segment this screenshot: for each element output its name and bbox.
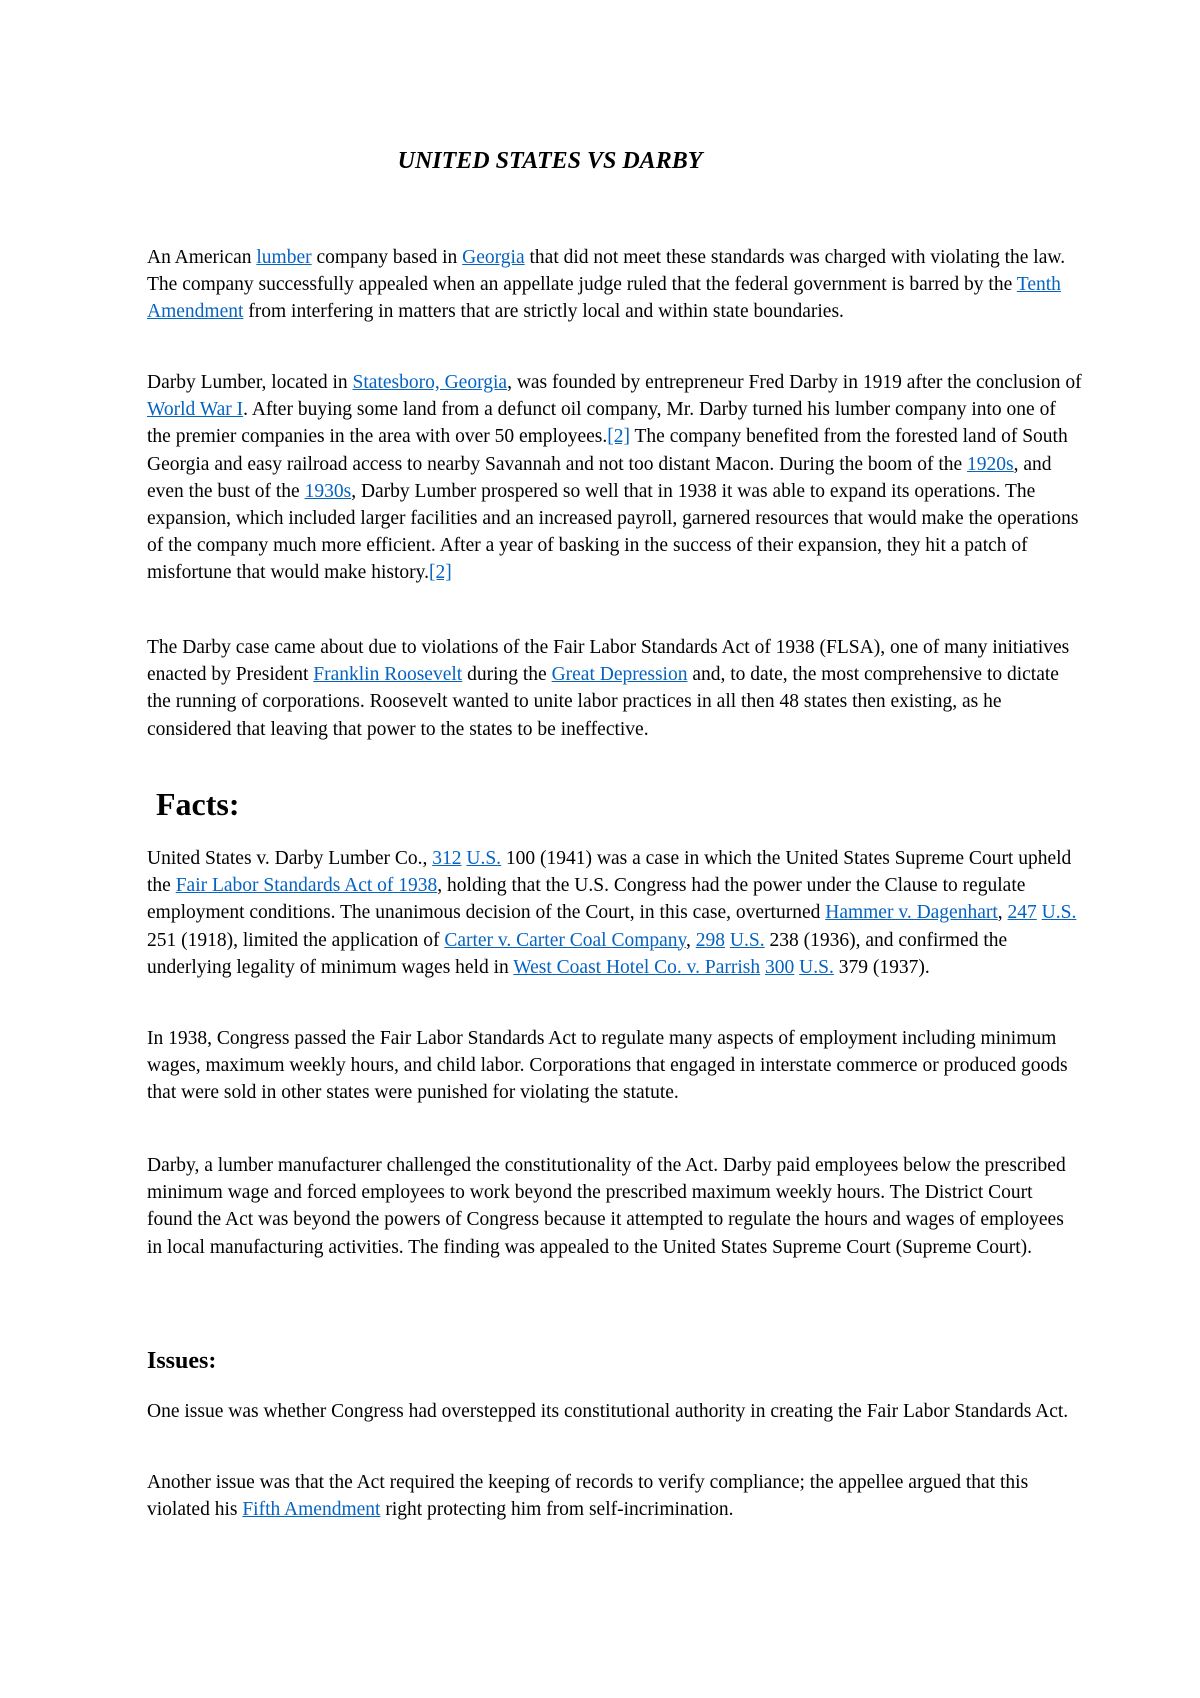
- link-us-reports[interactable]: U.S.: [466, 848, 502, 869]
- link-fair-labor-standards-act[interactable]: Fair Labor Standards Act of 1938: [175, 875, 438, 897]
- paragraph-flsa-background: The Darby case came about due to violations of the Fair Labor Standards Act of 1938 (FLSA), one of many initiatives enacted by President Franklin Roosevelt during the Great Depression and, to date, the most comprehensive to dictate the running of corporations. Roosevelt wanted to unite labor practices in all then 48 states then existing, as he considered that leaving that power to the states to be ineffective.: [147, 637, 1070, 740]
- link-tenth-amendment[interactable]: Tenth Amendment: [147, 274, 1061, 323]
- paragraph-facts-darby-challenge: Darby, a lumber manufacturer challenged the constitutionality of the Act. Darby paid employees below the prescribed minimum wage and forced employees to work beyond the prescribed maximum weekly hours. The District Court found the Act was beyond the powers of Congress because it attempted to regulate the hours and wages of employees in local manufacturing activities. The finding was appealed to the United States Supreme Court (Supreme Court).: [147, 1155, 1066, 1258]
- link-us-reports[interactable]: U.S.: [1041, 902, 1077, 924]
- link-1930s[interactable]: 1930s: [304, 480, 352, 502]
- link-hammer-v-dagenhart[interactable]: Hammer v. Dagenhart: [825, 902, 998, 924]
- paragraph-facts-case: United States v. Darby Lumber Co., 312 U.S. 100 (1941) was a case in which the United States Supreme Court upheld the Fair Labor Standards Act of 1938, holding that the U.S. Congress had the power under the Clause to regulate employment conditions. The unanimous decision of the Court, in this case, overturned Hammer v. Dagenhart, 247 U.S. 251 (1918), limited the application of Carter v. Carter Coal Company, 298 U.S. 238 (1936), and confirmed the underlying legality of minimum wages held in West Coast Hotel Co. v. Parrish 300 U.S. 379 (1937).: [147, 848, 1077, 978]
- link-fifth-amendment[interactable]: Fifth Amendment: [242, 1499, 381, 1521]
- link-1920s[interactable]: 1920s: [967, 453, 1014, 475]
- paragraph-facts-flsa-1938: In 1938, Congress passed the Fair Labor Standards Act to regulate many aspects of employment including minimum wages, maximum weekly hours, and child labor. Corporations that engaged in interstate commerce or produced goods that were sold in other states were punished for violating the statute.: [147, 1028, 1068, 1104]
- link-carter-v-carter-coal[interactable]: Carter v. Carter Coal Company: [444, 929, 687, 951]
- link-franklin-roosevelt[interactable]: Franklin Roosevelt: [313, 664, 463, 686]
- link-us-reports[interactable]: U.S.: [799, 956, 834, 978]
- link-statesboro-georgia[interactable]: Statesboro, Georgia: [352, 372, 508, 393]
- paragraph-darby-lumber-history: Darby Lumber, located in Statesboro, Georgia, was founded by entrepreneur Fred Darby in 1919 after the conclusion of World War I. After buying some land from a defunct oil company, Mr. Darby turned his lumber company into one of the premier companies in the area with over 50 employees.[2] The company benefited from the forested land of South Georgia and easy railroad access to nearby Savannah and not too distant Macon. During the boom of the 1920s, and even the bust of the 1930s, Darby Lumber prospered so well that in 1938 it was able to expand its operations. The expansion, which included larger facilities and an increased payroll, garnered resources that would make the operations of the company much more efficient. After a year of basking in the success of their expansion, they hit a patch of misfortune that would make history.[2]: [147, 372, 1082, 584]
- link-lumber[interactable]: lumber: [256, 247, 312, 268]
- link-georgia[interactable]: Georgia: [462, 247, 525, 268]
- document-title: UNITED STATES VS DARBY: [397, 148, 703, 174]
- paragraph-issue-authority: One issue was whether Congress had overstepped its constitutional authority in creating the Fair Labor Standards Act.: [147, 1401, 1069, 1422]
- link-298[interactable]: 298: [695, 929, 726, 951]
- issues-heading: Issues:: [147, 1348, 217, 1374]
- link-312[interactable]: 312: [432, 848, 462, 869]
- paragraph-intro: An American lumber company based in Georgia that did not meet these standards was charged with violating the law. The company successfully appealed when an appellate judge ruled that the federal government is barred by the Tenth Amendment from interfering in matters that are strictly local and within state boundaries.: [147, 247, 1066, 323]
- link-reference-2[interactable]: [2]: [607, 426, 630, 448]
- link-great-depression[interactable]: Great Depression: [551, 664, 688, 686]
- link-247[interactable]: 247: [1007, 902, 1037, 924]
- link-us-reports[interactable]: U.S.: [729, 929, 765, 951]
- link-reference-2[interactable]: [2]: [428, 562, 452, 584]
- facts-heading: Facts:: [156, 786, 240, 822]
- link-300[interactable]: 300: [765, 956, 795, 978]
- paragraph-issue-records: Another issue was that the Act required the keeping of records to verify compliance; the appellee argued that this violated his Fifth Amendment right protecting him from self-incrimination.: [147, 1472, 1029, 1521]
- link-world-war-i[interactable]: World War I: [147, 399, 244, 421]
- link-west-coast-hotel-v-parrish[interactable]: West Coast Hotel Co. v. Parrish: [513, 956, 761, 978]
